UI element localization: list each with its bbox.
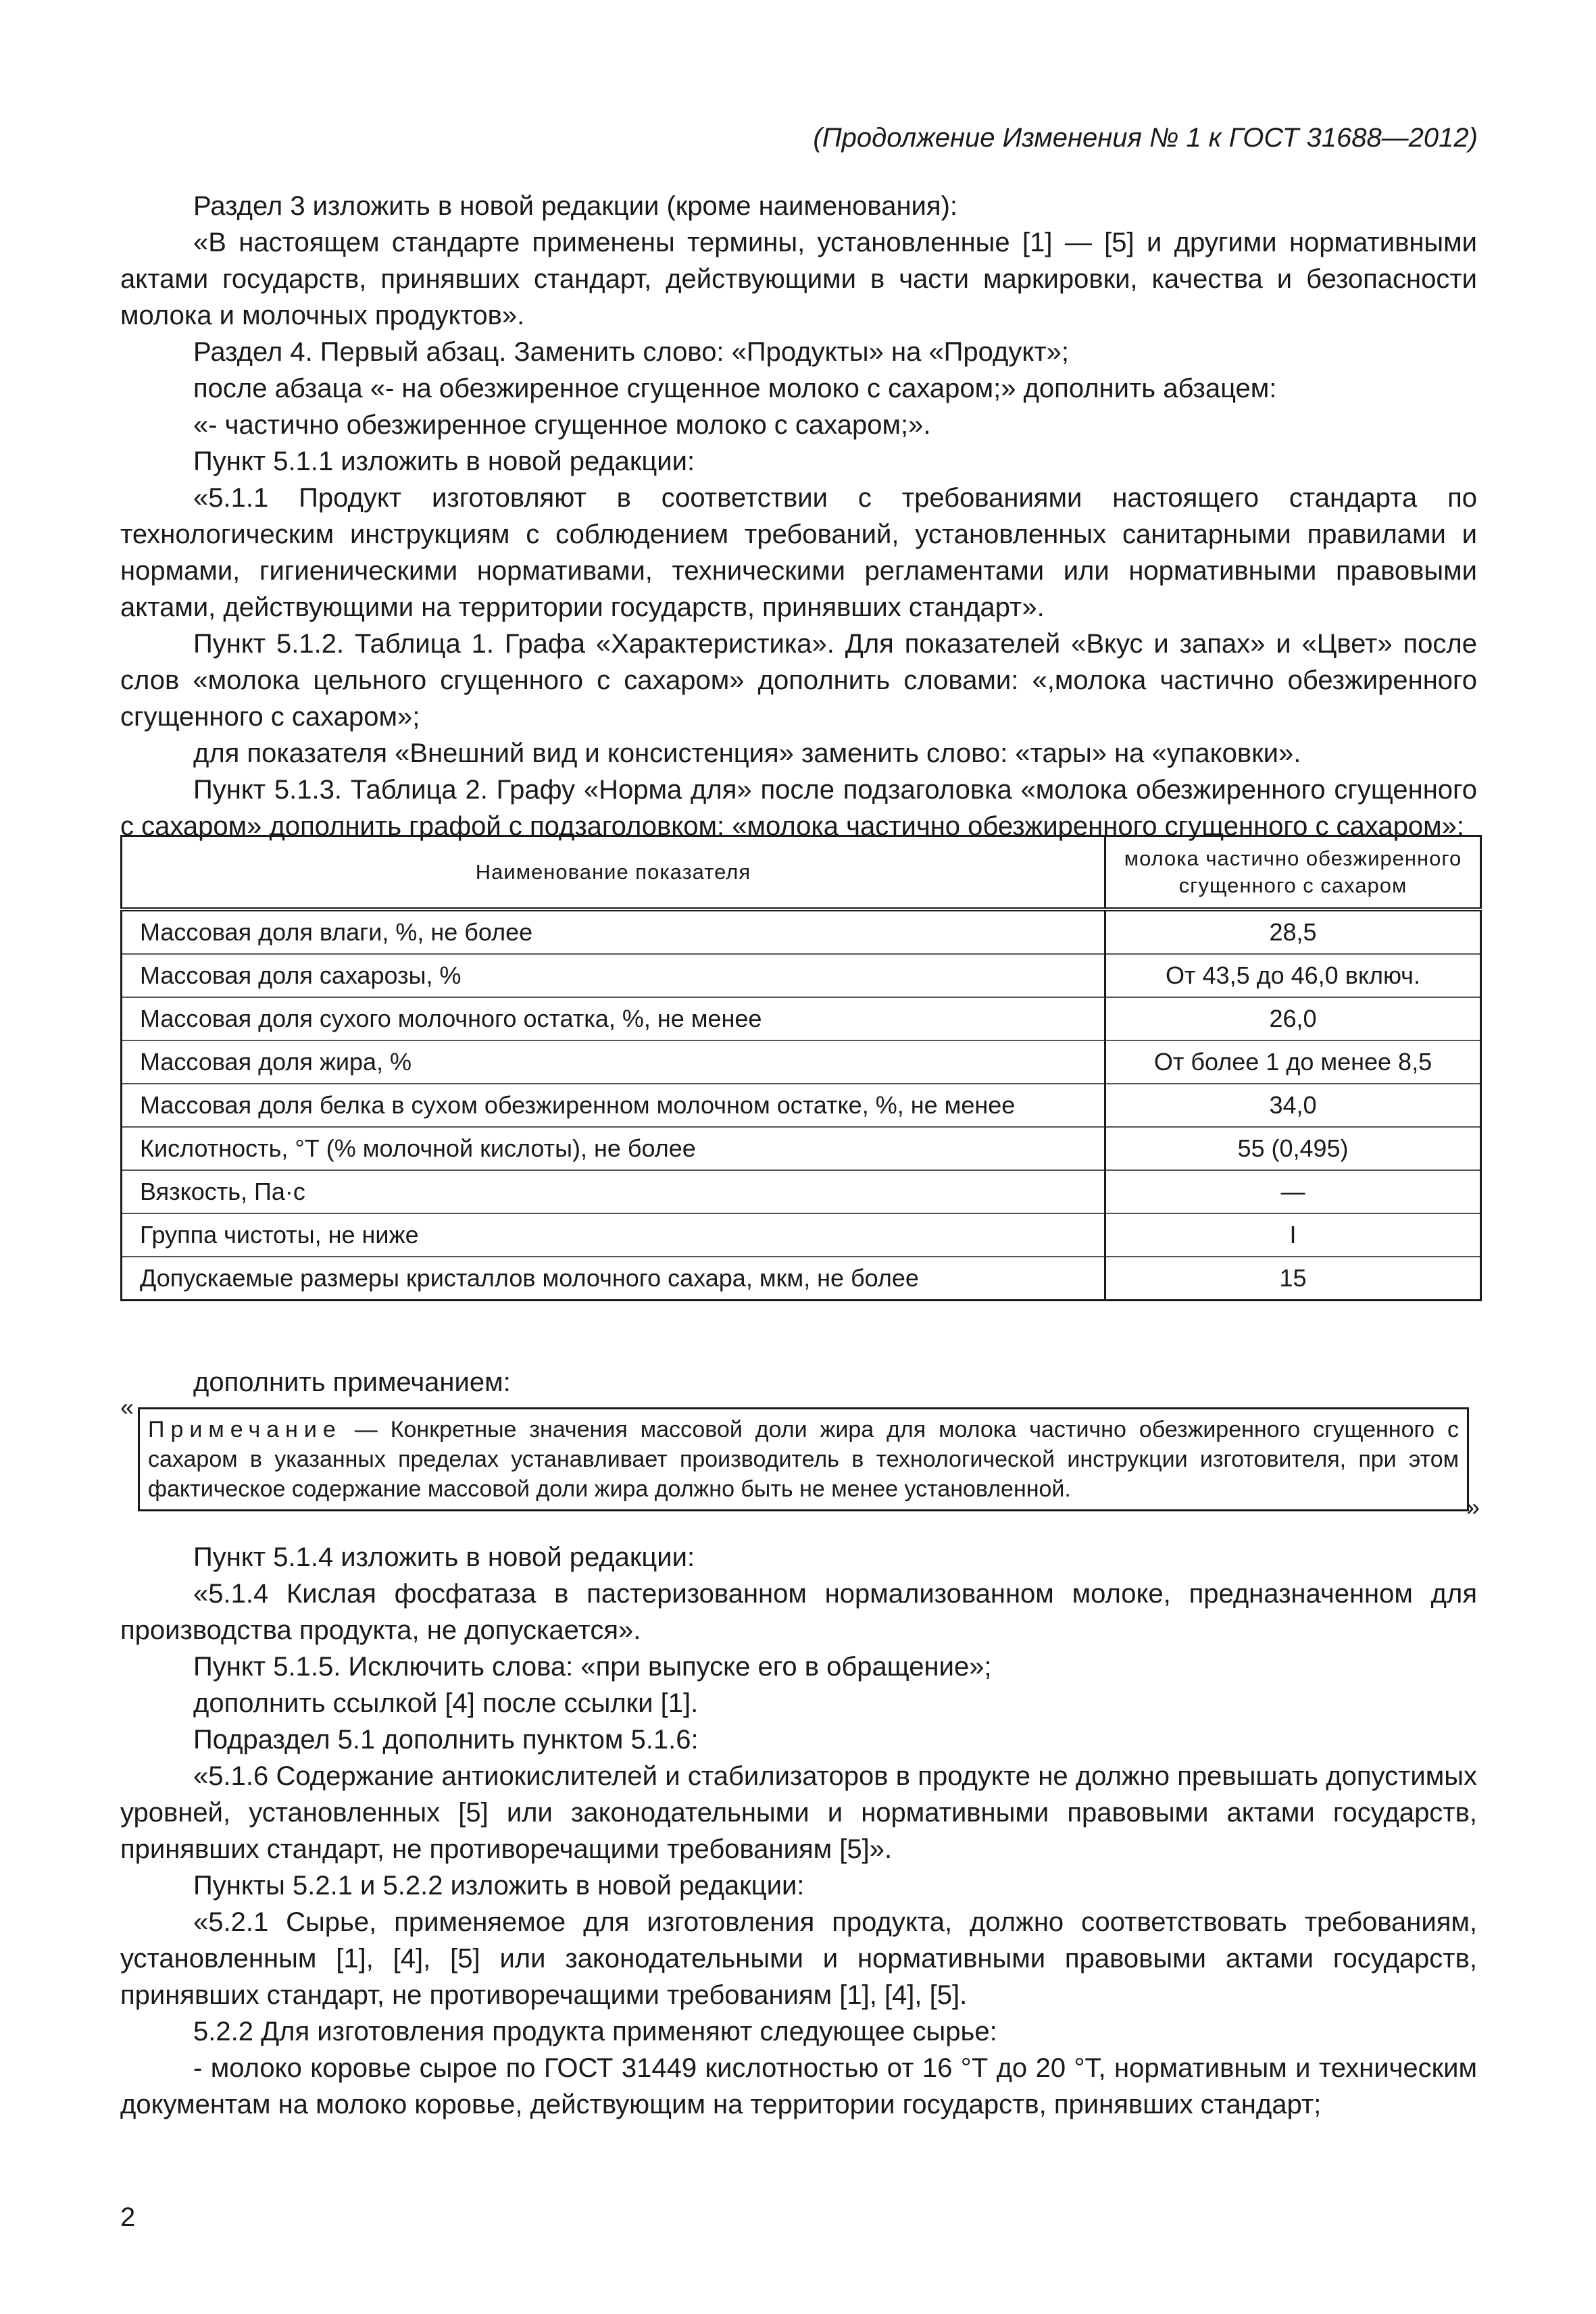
paragraph: «В настоящем стандарте применены термины, установленные [1] — [5] и другими нормативными актами государств, принявших стандарт, действующими в части маркировки, качества и безопасности молока и молочных продуктов». — [120, 228, 1477, 330]
text-block-top — [120, 188, 1477, 845]
paragraph: «5.1.6 Содержание антиокислителей и стабилизаторов в продукте не должно превышать допустимых уровней, установленных [5] или законодательными и нормативными правовыми актами государств, принявших стандарт, не противоречащими требованиям [5]». — [120, 1761, 1477, 1864]
indicator-name: Массовая доля влаги, %, не более — [122, 909, 1105, 954]
indicator-value: От 43,5 до 46,0 включ. — [1105, 954, 1481, 997]
table-row — [122, 1127, 1481, 1170]
paragraph: Пункты 5.2.1 и 5.2.2 изложить в новой редакции: — [193, 1871, 805, 1901]
paragraph: «5.2.1 Сырье, применяемое для изготовления продукта, должно соответствовать требованиям, установленным [1], [4], [5] или законодательными и нормативными правовыми актами государств, принявших стандарт, не противоречащими требованиям [1], [4], [5]. — [120, 1907, 1477, 2010]
indicator-name: Массовая доля сухого молочного остатка, %, не менее — [122, 997, 1105, 1040]
indicators-table — [120, 835, 1480, 1301]
paragraph: после абзаца «- на обезжиренное сгущенное молоко с сахаром;» дополнить абзацем: — [193, 374, 1277, 403]
indicator-value: 28,5 — [1105, 909, 1481, 954]
paragraph: дополнить ссылкой [4] после ссылки [1]. — [193, 1688, 699, 1718]
paragraph: «- частично обезжиренное сгущенное молоко с сахаром;». — [193, 410, 931, 440]
indicator-value: — — [1105, 1170, 1481, 1213]
table-row — [122, 909, 1481, 954]
table-row — [122, 1170, 1481, 1213]
paragraph: Пункт 5.1.2. Таблица 1. Графа «Характеристика». Для показателей «Вкус и запах» и «Цвет» после слов «молока цельного сгущенного с сахаром» дополнить словами: «,молока частично обезжиренного сгущенного с сахаром»; — [120, 629, 1477, 732]
table-row — [122, 997, 1481, 1040]
quote-close: » — [1466, 1493, 1480, 1521]
paragraph: - молоко коровье сырое по ГОСТ 31449 кислотностью от 16 °Т до 20 °Т, нормативным и техническим документам на молоко коровье, действующим на территории государств, принявших стандарт; — [120, 2053, 1477, 2119]
paragraph: «5.1.1 Продукт изготовляют в соответствии с требованиями настоящего стандарта по технологическим инструкциям с соблюдением требований, установленных санитарными правилами и нормами, гигиеническими нормативами, техническими регламентами или нормативными правовыми актами, действующими на территории государств, принявших стандарт». — [120, 483, 1477, 622]
paragraph: Пункт 5.1.4 изложить в новой редакции: — [193, 1542, 695, 1572]
table-row — [122, 1257, 1481, 1301]
quote-open: « — [120, 1393, 134, 1421]
paragraph: Пункт 5.1.5. Исключить слова: «при выпуске его в обращение»; — [193, 1652, 992, 1682]
table-row — [122, 1040, 1481, 1084]
paragraph: Раздел 3 изложить в новой редакции (кроме наименования): — [193, 191, 957, 221]
note-label: Примечание — [148, 1417, 342, 1442]
page-number: 2 — [120, 2203, 136, 2232]
page-header: (Продолжение Изменения № 1 к ГОСТ 31688—2012) — [813, 123, 1478, 153]
paragraph: для показателя «Внешний вид и консистенция» заменить слово: «тары» на «упаковки». — [193, 738, 1301, 768]
paragraph: «5.1.4 Кислая фосфатаза в пастеризованном нормализованном молоке, предназначенном для производства продукта, не допускается». — [120, 1579, 1477, 1645]
indicator-value: 55 (0,495) — [1105, 1127, 1481, 1170]
indicator-name: Массовая доля белка в сухом обезжиренном молочном остатке, %, не менее — [122, 1084, 1105, 1127]
note-box — [138, 1407, 1469, 1511]
indicator-value: 26,0 — [1105, 997, 1481, 1040]
paragraph: 5.2.2 Для изготовления продукта применяют следующее сырье: — [193, 2017, 997, 2046]
paragraph: Подраздел 5.1 дополнить пунктом 5.1.6: — [193, 1725, 699, 1755]
indicator-value: I — [1105, 1213, 1481, 1257]
paragraph: Пункт 5.1.1 изложить в новой редакции: — [193, 447, 695, 476]
indicator-name: Группа чистоты, не ниже — [122, 1213, 1105, 1257]
indicator-name: Массовая доля сахарозы, % — [122, 954, 1105, 997]
table-row — [122, 1084, 1481, 1127]
indicator-name: Кислотность, °Т (% молочной кислоты), не более — [122, 1127, 1105, 1170]
indicator-name: Массовая доля жира, % — [122, 1040, 1105, 1084]
indicator-name: Допускаемые размеры кристаллов молочного сахара, мкм, не более — [122, 1257, 1105, 1301]
table-header-value: молока частично обезжиренного сгущенного с сахаром — [1105, 836, 1481, 910]
indicator-value: 15 — [1105, 1257, 1481, 1301]
indicator-name: Вязкость, Па·с — [122, 1170, 1105, 1213]
indicator-value: От более 1 до менее 8,5 — [1105, 1040, 1481, 1084]
paragraph: Пункт 5.1.3. Таблица 2. Графу «Норма для» после подзаголовка «молока обезжиренного сгущенного с сахаром» дополнить графой с подзаголовком: «молока частично обезжиренного сгущенного с сахаром»: — [120, 775, 1477, 841]
table-row — [122, 1213, 1481, 1257]
note-text: — Конкретные значения массовой доли жира для молока частично обезжиренного сгущенного с сахаром в указанных пределах устанавливает производитель в технологической инструкции изготовителя, при этом фактическое содержание массовой доли жира должно быть не менее установленной. — [148, 1417, 1459, 1502]
table-header-name: Наименование показателя — [122, 836, 1105, 910]
text-block-bottom — [120, 1539, 1477, 2123]
indicator-value: 34,0 — [1105, 1084, 1481, 1127]
table-row — [122, 954, 1481, 997]
note-intro: дополнить примечанием: — [193, 1367, 511, 1397]
table-body — [122, 909, 1481, 1301]
paragraph: Раздел 4. Первый абзац. Заменить слово: «Продукты» на «Продукт»; — [193, 337, 1070, 367]
